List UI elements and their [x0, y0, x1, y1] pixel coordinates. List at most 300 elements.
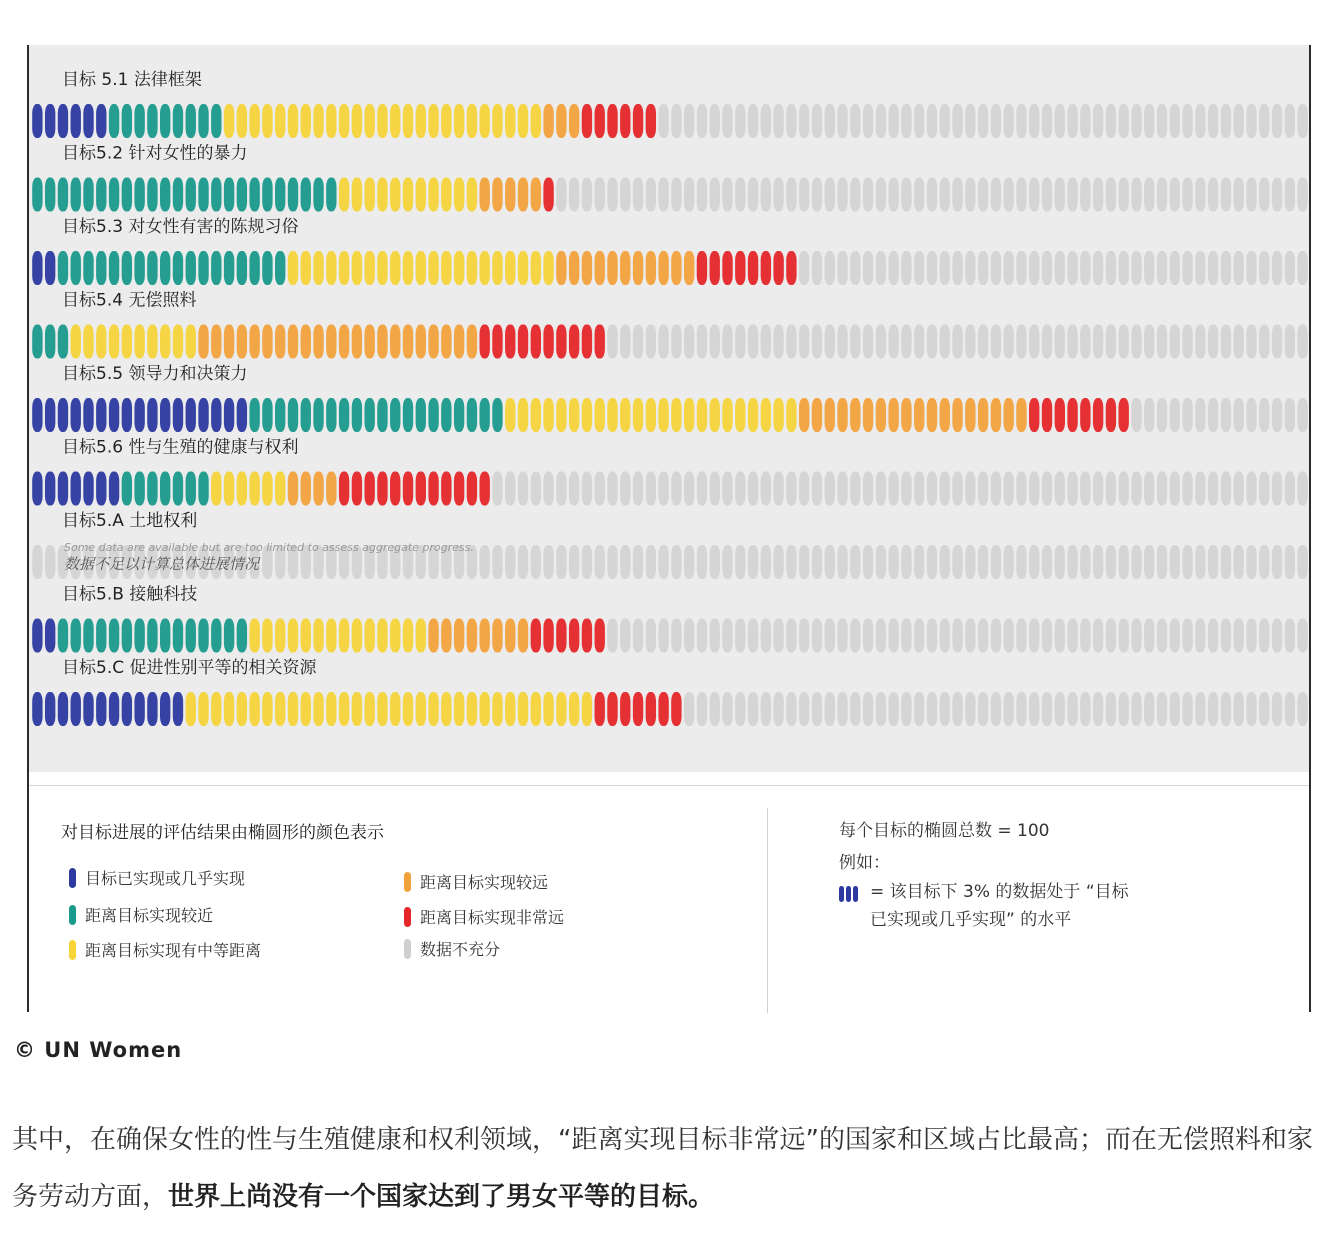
- ellipse-insufficient: [825, 472, 835, 506]
- ellipse-achieved: [186, 398, 196, 432]
- ellipse-insufficient: [1042, 545, 1052, 579]
- ellipse-insufficient: [646, 325, 656, 359]
- ellipse-moderate: [531, 398, 541, 432]
- ellipse-insufficient: [1221, 692, 1231, 726]
- ellipse-insufficient: [32, 545, 42, 579]
- ellipse-insufficient: [1003, 178, 1013, 212]
- ellipse-far: [301, 472, 311, 506]
- ellipse-close: [186, 472, 196, 506]
- ellipse-far: [492, 619, 502, 653]
- ellipse-moderate: [237, 472, 247, 506]
- ellipse-insufficient: [1029, 619, 1039, 653]
- ellipse-insufficient: [658, 619, 668, 653]
- ellipse-far: [237, 325, 247, 359]
- ellipse-insufficient: [684, 325, 694, 359]
- ellipse-very_far: [1080, 398, 1090, 432]
- ellipse-moderate: [326, 251, 336, 285]
- ellipse-insufficient: [952, 325, 962, 359]
- ellipse-insufficient: [1234, 104, 1244, 138]
- ellipse-insufficient: [1080, 325, 1090, 359]
- ellipse-insufficient: [748, 692, 758, 726]
- ellipse-close: [58, 251, 68, 285]
- ellipse-insufficient: [940, 692, 950, 726]
- ellipse-insufficient: [1016, 325, 1026, 359]
- ellipse-very_far: [480, 325, 490, 359]
- ellipse-insufficient: [876, 472, 886, 506]
- ellipse-very_far: [441, 472, 451, 506]
- note-example-text: [870, 878, 1129, 934]
- ellipse-moderate: [505, 398, 515, 432]
- ellipse-insufficient: [1157, 472, 1167, 506]
- ellipse-insufficient: [952, 104, 962, 138]
- ellipse-insufficient: [531, 545, 541, 579]
- ellipse-very_far: [620, 692, 630, 726]
- ellipse-insufficient: [812, 619, 822, 653]
- ellipse-insufficient: [940, 619, 950, 653]
- ellipse-insufficient: [1272, 692, 1282, 726]
- ellipse-moderate: [377, 619, 387, 653]
- ellipse-close: [313, 398, 323, 432]
- ellipse-insufficient: [799, 692, 809, 726]
- ellipse-moderate: [390, 251, 400, 285]
- ellipse-achieved: [32, 692, 42, 726]
- ellipse-insufficient: [1259, 104, 1269, 138]
- ellipse-achieved: [211, 398, 221, 432]
- ellipse-far: [428, 619, 438, 653]
- ellipse-insufficient: [671, 472, 681, 506]
- ellipse-insufficient: [901, 251, 911, 285]
- ellipse-insufficient: [773, 325, 783, 359]
- ellipse-close: [134, 104, 144, 138]
- ellipse-insufficient: [684, 545, 694, 579]
- ellipse-moderate: [96, 325, 106, 359]
- ellipse-close: [58, 178, 68, 212]
- ellipse-insufficient: [1042, 472, 1052, 506]
- ellipse-insufficient: [607, 619, 617, 653]
- ellipse-insufficient: [1131, 619, 1141, 653]
- ellipse-moderate: [237, 104, 247, 138]
- ellipse-insufficient: [1016, 545, 1026, 579]
- ellipse-moderate: [441, 692, 451, 726]
- ellipse-insufficient: [1221, 619, 1231, 653]
- ellipse-moderate: [620, 398, 630, 432]
- ellipse-moderate: [377, 104, 387, 138]
- ellipse-insufficient: [1208, 545, 1218, 579]
- ellipse-insufficient: [1144, 178, 1154, 212]
- ellipse-moderate: [761, 398, 771, 432]
- ellipse-close: [71, 251, 81, 285]
- ellipse-close: [71, 619, 81, 653]
- ellipse-insufficient: [1106, 472, 1116, 506]
- ellipse-moderate: [224, 692, 234, 726]
- ellipse-insufficient: [607, 325, 617, 359]
- ellipse-insufficient: [837, 251, 847, 285]
- ellipse-far: [198, 325, 208, 359]
- ellipse-insufficient: [991, 545, 1001, 579]
- ellipse-insufficient: [1106, 619, 1116, 653]
- ellipse-close: [122, 472, 132, 506]
- ellipse-moderate: [275, 692, 285, 726]
- image-credit: © UN Women: [14, 1038, 183, 1062]
- ellipse-far: [377, 325, 387, 359]
- ellipse-insufficient: [710, 178, 720, 212]
- ellipse-insufficient: [1131, 472, 1141, 506]
- ellipse-achieved: [71, 472, 81, 506]
- ellipse-insufficient: [1246, 398, 1256, 432]
- ellipse-achieved: [71, 398, 81, 432]
- ellipse-insufficient: [1246, 104, 1256, 138]
- ellipse-insufficient: [888, 619, 898, 653]
- ellipse-moderate: [262, 104, 272, 138]
- ellipse-close: [377, 398, 387, 432]
- ellipse-insufficient: [1093, 251, 1103, 285]
- ellipse-insufficient: [658, 325, 668, 359]
- ellipse-insufficient: [837, 178, 847, 212]
- ellipse-moderate: [607, 398, 617, 432]
- ellipse-insufficient: [1221, 178, 1231, 212]
- ellipse-moderate: [428, 251, 438, 285]
- ellipse-insufficient: [991, 104, 1001, 138]
- ellipse-insufficient: [1157, 251, 1167, 285]
- ellipse-insufficient: [786, 619, 796, 653]
- ellipse-close: [160, 472, 170, 506]
- ellipse-insufficient: [1106, 178, 1116, 212]
- ellipse-moderate: [543, 398, 553, 432]
- ellipse-insufficient: [786, 692, 796, 726]
- ellipse-moderate: [467, 178, 477, 212]
- ellipse-insufficient: [761, 325, 771, 359]
- ellipse-close: [390, 398, 400, 432]
- ellipse-insufficient: [1182, 325, 1192, 359]
- ellipse-moderate: [646, 398, 656, 432]
- ellipse-insufficient: [952, 692, 962, 726]
- ellipse-insufficient: [710, 692, 720, 726]
- ellipse-far: [416, 325, 426, 359]
- ellipse-insufficient: [1131, 692, 1141, 726]
- ellipse-far: [582, 251, 592, 285]
- ellipse-insufficient: [837, 472, 847, 506]
- ellipse-insufficient: [582, 178, 592, 212]
- ellipse-insufficient: [1182, 398, 1192, 432]
- ellipse-insufficient: [1221, 104, 1231, 138]
- ellipse-far: [428, 325, 438, 359]
- ellipse-close: [326, 398, 336, 432]
- ellipse-insufficient: [1055, 545, 1065, 579]
- ellipse-very_far: [1042, 398, 1052, 432]
- ellipse-moderate: [339, 692, 349, 726]
- ellipse-moderate: [313, 619, 323, 653]
- ellipse-insufficient: [1144, 619, 1154, 653]
- ellipse-moderate: [416, 104, 426, 138]
- ellipse-very_far: [595, 104, 605, 138]
- ellipse-insufficient: [684, 472, 694, 506]
- ellipse-insufficient: [1157, 178, 1167, 212]
- ellipse-insufficient: [952, 545, 962, 579]
- ellipse-insufficient: [697, 545, 707, 579]
- ellipse-very_far: [531, 619, 541, 653]
- ellipse-very_far: [633, 104, 643, 138]
- ellipse-insufficient: [684, 104, 694, 138]
- ellipse-far: [249, 325, 259, 359]
- ellipse-moderate: [556, 692, 566, 726]
- ellipse-insufficient: [1003, 104, 1013, 138]
- ellipse-insufficient: [901, 325, 911, 359]
- ellipse-moderate: [454, 178, 464, 212]
- ellipse-close: [147, 472, 157, 506]
- ellipse-insufficient: [1272, 619, 1282, 653]
- ellipse-insufficient: [1234, 325, 1244, 359]
- ellipse-insufficient: [1003, 251, 1013, 285]
- ellipse-insufficient: [901, 545, 911, 579]
- ellipse-moderate: [518, 398, 528, 432]
- ellipse-close: [198, 472, 208, 506]
- ellipse-insufficient: [1272, 472, 1282, 506]
- ellipse-far: [888, 398, 898, 432]
- ellipse-achieved: [45, 104, 55, 138]
- ellipse-close: [224, 251, 234, 285]
- ellipse-insufficient: [940, 545, 950, 579]
- ellipse-insufficient: [1016, 178, 1026, 212]
- ellipse-insufficient: [1285, 398, 1295, 432]
- ellipse-insufficient: [901, 178, 911, 212]
- ellipse-close: [109, 178, 119, 212]
- ellipse-insufficient: [1055, 692, 1065, 726]
- ellipse-insufficient: [1093, 104, 1103, 138]
- ellipse-insufficient: [1182, 619, 1192, 653]
- ellipse-insufficient: [1285, 251, 1295, 285]
- ellipse-moderate: [441, 251, 451, 285]
- ellipse-insufficient: [1016, 104, 1026, 138]
- ellipse-achieved: [83, 104, 93, 138]
- ellipse-very_far: [569, 619, 579, 653]
- ellipse-far: [569, 104, 579, 138]
- ellipse-very_far: [735, 251, 745, 285]
- ellipse-insufficient: [1131, 251, 1141, 285]
- ellipse-insufficient: [863, 178, 873, 212]
- ellipse-insufficient: [965, 619, 975, 653]
- ellipse-insufficient: [1297, 178, 1307, 212]
- ellipse-moderate: [428, 178, 438, 212]
- ellipse-insufficient: [1195, 472, 1205, 506]
- ellipse-moderate: [480, 692, 490, 726]
- legend-label: 距离目标实现较远: [420, 873, 549, 892]
- ellipse-insufficient: [799, 472, 809, 506]
- ellipse-close: [288, 398, 298, 432]
- ellipse-moderate: [364, 251, 374, 285]
- ellipse-insufficient: [1003, 325, 1013, 359]
- ellipse-insufficient: [722, 692, 732, 726]
- ellipse-insufficient: [850, 178, 860, 212]
- ellipse-moderate: [403, 104, 413, 138]
- ellipse-far: [224, 325, 234, 359]
- ellipse-insufficient: [1016, 619, 1026, 653]
- paragraph-text: 其中，在确保女性的性与生殖健康和权利领域，“距离实现目标非常远”的国家和区域占比最高；而在无偿照料和家务劳动方面，: [12, 1125, 1313, 1212]
- ellipse-achieved: [45, 619, 55, 653]
- ellipse-moderate: [671, 398, 681, 432]
- paragraph-bold-text: 世界上尚没有一个国家达到了男女平等的目标。: [168, 1182, 715, 1212]
- ellipse-insufficient: [952, 619, 962, 653]
- ellipse-very_far: [582, 325, 592, 359]
- ellipse-moderate: [735, 398, 745, 432]
- ellipse-insufficient: [1297, 545, 1307, 579]
- ellipse-insufficient: [735, 325, 745, 359]
- ellipse-insufficient: [1195, 325, 1205, 359]
- ellipse-very_far: [607, 692, 617, 726]
- ellipse-insufficient: [1182, 104, 1192, 138]
- ellipse-achieved: [134, 398, 144, 432]
- ellipse-insufficient: [45, 545, 55, 579]
- ellipse-close: [364, 398, 374, 432]
- ellipse-insufficient: [480, 545, 490, 579]
- ellipse-insufficient: [1144, 251, 1154, 285]
- ellipse-insufficient: [1285, 178, 1295, 212]
- ellipse-insufficient: [1144, 545, 1154, 579]
- ellipse-insufficient: [633, 472, 643, 506]
- ellipse-insufficient: [1080, 692, 1090, 726]
- ellipse-very_far: [1119, 398, 1129, 432]
- ellipse-insufficient: [1131, 325, 1141, 359]
- ellipse-insufficient: [1003, 692, 1013, 726]
- legend-swatch: [404, 872, 411, 892]
- ellipse-moderate: [403, 251, 413, 285]
- ellipse-insufficient: [837, 692, 847, 726]
- ellipse-insufficient: [1234, 692, 1244, 726]
- row-label: 目标5.4 无偿照料: [62, 290, 197, 311]
- ellipse-insufficient: [582, 545, 592, 579]
- ellipse-close: [45, 178, 55, 212]
- note-example-line1: = 该目标下 3% 的数据处于 “目标: [870, 882, 1129, 902]
- ellipse-insufficient: [1119, 251, 1129, 285]
- ellipse-insufficient: [799, 545, 809, 579]
- ellipse-insufficient: [965, 178, 975, 212]
- ellipse-far: [965, 398, 975, 432]
- ellipse-insufficient: [1003, 619, 1013, 653]
- ellipse-moderate: [428, 104, 438, 138]
- ellipse-insufficient: [1067, 545, 1077, 579]
- ellipse-close: [45, 325, 55, 359]
- ellipse-very_far: [1106, 398, 1116, 432]
- ellipse-insufficient: [927, 178, 937, 212]
- ellipse-insufficient: [556, 472, 566, 506]
- ellipse-insufficient: [812, 178, 822, 212]
- ellipse-insufficient: [761, 472, 771, 506]
- ellipse-insufficient: [927, 104, 937, 138]
- ellipse-insufficient: [1157, 692, 1167, 726]
- ellipse-insufficient: [761, 104, 771, 138]
- ellipse-moderate: [428, 692, 438, 726]
- ellipse-moderate: [556, 398, 566, 432]
- ellipse-insufficient: [927, 472, 937, 506]
- ellipse-insufficient: [825, 104, 835, 138]
- ellipse-moderate: [83, 325, 93, 359]
- ellipse-moderate: [313, 104, 323, 138]
- ellipse-close: [134, 251, 144, 285]
- ellipse-insufficient: [850, 692, 860, 726]
- ellipse-far: [1003, 398, 1013, 432]
- ellipse-insufficient: [1208, 251, 1218, 285]
- ellipse-far: [799, 398, 809, 432]
- ellipse-close: [211, 104, 221, 138]
- ellipse-insufficient: [786, 325, 796, 359]
- ellipse-insufficient: [1285, 545, 1295, 579]
- ellipse-insufficient: [965, 251, 975, 285]
- mini-ellipses-icon: [839, 884, 860, 904]
- ellipse-moderate: [492, 104, 502, 138]
- ellipse-insufficient: [735, 545, 745, 579]
- ellipse-moderate: [211, 692, 221, 726]
- ellipse-insufficient: [1170, 398, 1180, 432]
- ellipse-insufficient: [940, 325, 950, 359]
- ellipse-moderate: [582, 398, 592, 432]
- ellipse-very_far: [339, 472, 349, 506]
- ellipse-insufficient: [633, 545, 643, 579]
- ellipse-insufficient: [710, 619, 720, 653]
- annotation-zh: 数据不足以计算总体进展情况: [64, 555, 260, 573]
- ellipse-insufficient: [940, 178, 950, 212]
- ellipse-far: [543, 104, 553, 138]
- ellipse-moderate: [403, 178, 413, 212]
- ellipse-insufficient: [1208, 104, 1218, 138]
- chart-figure: [27, 45, 1311, 1012]
- ellipse-very_far: [480, 472, 490, 506]
- ellipse-achieved: [198, 398, 208, 432]
- ellipse-insufficient: [876, 251, 886, 285]
- ellipse-insufficient: [1029, 472, 1039, 506]
- ellipse-moderate: [518, 692, 528, 726]
- ellipse-close: [416, 398, 426, 432]
- ellipse-insufficient: [1234, 619, 1244, 653]
- ellipse-insufficient: [978, 325, 988, 359]
- ellipse-close: [134, 178, 144, 212]
- ellipse-achieved: [58, 472, 68, 506]
- ellipse-insufficient: [697, 178, 707, 212]
- ellipse-far: [364, 325, 374, 359]
- ellipse-insufficient: [978, 178, 988, 212]
- ellipse-insufficient: [837, 104, 847, 138]
- ellipse-insufficient: [556, 178, 566, 212]
- ellipse-insufficient: [837, 325, 847, 359]
- ellipse-far: [978, 398, 988, 432]
- ellipse-insufficient: [812, 104, 822, 138]
- ellipse-close: [160, 251, 170, 285]
- ellipse-moderate: [275, 472, 285, 506]
- ellipse-insufficient: [1080, 619, 1090, 653]
- ellipse-insufficient: [1182, 251, 1192, 285]
- ellipse-close: [122, 619, 132, 653]
- ellipse-close: [122, 178, 132, 212]
- ellipse-insufficient: [786, 472, 796, 506]
- ellipse-moderate: [722, 398, 732, 432]
- ellipse-achieved: [173, 692, 183, 726]
- ellipse-insufficient: [773, 178, 783, 212]
- ellipse-very_far: [569, 325, 579, 359]
- ellipse-far: [326, 325, 336, 359]
- ellipse-achieved: [32, 251, 42, 285]
- ellipse-close: [249, 398, 259, 432]
- ellipse-insufficient: [1093, 178, 1103, 212]
- ellipse-moderate: [543, 251, 553, 285]
- ellipse-insufficient: [901, 104, 911, 138]
- ellipse-moderate: [71, 325, 81, 359]
- ellipse-insufficient: [799, 619, 809, 653]
- ellipse-insufficient: [671, 545, 681, 579]
- ellipse-moderate: [518, 251, 528, 285]
- ellipse-moderate: [403, 692, 413, 726]
- ellipse-insufficient: [607, 472, 617, 506]
- ellipse-very_far: [377, 472, 387, 506]
- ellipse-achieved: [83, 398, 93, 432]
- ellipse-achieved: [45, 398, 55, 432]
